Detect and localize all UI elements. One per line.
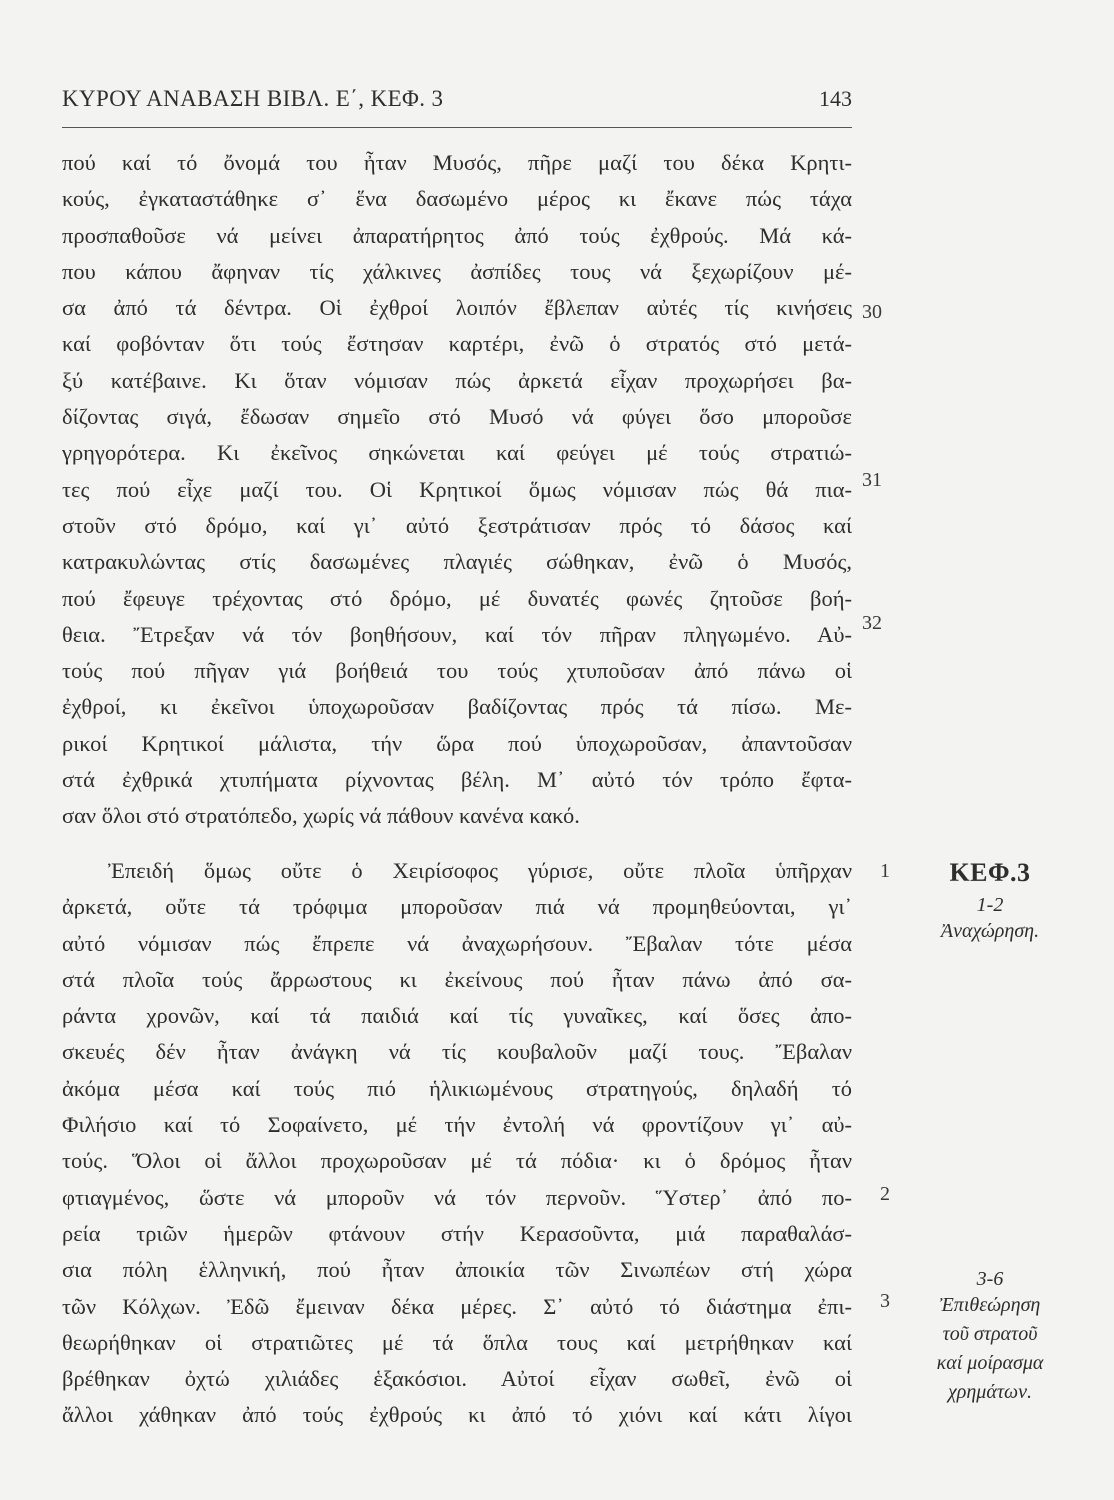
section-title-line: καί μοίρασμα [936, 1352, 1044, 1374]
text-line: στά ἐχθρικά χτυπήματα ρίχνοντας βέλη. Μ᾽ αὐτό τόν τρόπο ἔφτα- [62, 767, 852, 793]
text-line: αὐτό νόμισαν πώς ἔπρεπε νά ἀναχωρήσουν. Ἔβαλαν τότε μέσα [62, 930, 852, 956]
text-line: σκευές δέν ἦταν ἀνάγκη νά τίς κουβαλοῦν μαζί τους. Ἔβαλαν [62, 1039, 852, 1065]
line-number-30: 30 [862, 301, 882, 323]
line-number-31: 31 [862, 469, 882, 491]
text-line: πού καί τό ὄνομά του ἦταν Μυσός, πῆρε μαζί του δέκα Κρητι- [62, 150, 852, 175]
text-line: φτιαγμένος, ὥστε νά μποροῦν νά τόν περνοῦν. Ὕστερ᾽ ἀπό πο- [62, 1184, 852, 1210]
text-line: τες πού εἶχε μαζί του. Οἱ Κρητικοί ὅμως νόμισαν πώς θά πια- [62, 476, 852, 502]
section-title-line: τοῦ στρατοῦ [942, 1323, 1038, 1345]
text-line: ἀκόμα μέσα καί τούς πιό ἡλικιωμένους στρατηγούς, δηλαδή τό [62, 1075, 852, 1101]
text-line: ράντα χρονῶν, καί τά παιδιά καί τίς γυναῖκες, καί ὅσες ἀπο- [62, 1003, 852, 1029]
text-line: πού ἔφευγε τρέχοντας στό δρόμο, μέ δυνατές φωνές ζητοῦσε βοή- [62, 585, 852, 611]
text-line: κατρακυλώντας στίς δασωμένες πλαγιές σώθηκαν, ἐνῶ ὁ Μυσός, [62, 549, 852, 575]
text-line: ἀρκετά, οὔτε τά τρόφιμα μποροῦσαν πιά νά προμηθεύονται, γι᾽ [62, 894, 852, 920]
paragraph-chapter-3 [62, 853, 852, 1434]
margin-note-chapter [905, 858, 1075, 946]
section-number-1: 1 [880, 860, 890, 882]
section-title-line: Ἐπιθεώρηση [939, 1294, 1041, 1316]
page-number: 143 [819, 86, 852, 111]
text-line: ἐχθροί, κι ἐκεῖνοι ὑποχωροῦσαν βαδίζοντας πρός τά πίσω. Με- [62, 694, 852, 720]
chapter-heading: ΚΕΦ.3 [949, 858, 1031, 887]
section-number-2: 2 [880, 1183, 890, 1205]
text-line: Ἐπειδή ὅμως οὔτε ὁ Χειρίσοφος γύρισε, οὔτε πλοῖα ὑπῆρχαν [108, 858, 852, 883]
margin-note-inspection [905, 1262, 1075, 1407]
text-line: θεια. Ἔτρεξαν νά τόν βοηθήσουν, καί τόν πῆραν πληγωμένο. Αὐ- [62, 621, 852, 647]
section-number-3: 3 [880, 1290, 890, 1312]
text-line: ρεία τριῶν ἡμερῶν φτάνουν στήν Κερασοῦντα, μιά παραθαλάσ- [62, 1220, 852, 1246]
text-line: ρικοί Κρητικοί μάλιστα, τήν ὥρα πού ὑποχωροῦσαν, ἀπαντοῦσαν [62, 730, 852, 756]
text-line: σια πόλη ἑλληνική, πού ἦταν ἀποικία τῶν Σινωπέων στή χώρα [62, 1257, 852, 1283]
text-line: προσπαθοῦσε νά μείνει ἀπαρατήρητος ἀπό τούς ἐχθρούς. Μά κά- [62, 222, 852, 248]
section-range: 3-6 [976, 1268, 1004, 1290]
text-line: τούς πού πῆγαν γιά βοήθειά του τούς χτυποῦσαν ἀπό πάνω οἱ [62, 658, 852, 684]
text-line: κούς, ἐγκαταστάθηκε σ᾽ ἕνα δασωμένο μέρος κι ἔκανε πώς τάχα [62, 186, 852, 212]
text-line: καί φοβόνταν ὅτι τούς ἔστησαν καρτέρι, ἐνῶ ὁ στρατός στό μετά- [62, 331, 852, 357]
text-line: στά πλοῖα τούς ἄρρωστους κι ἐκείνους πού ἦταν πάνω ἀπό σα- [62, 966, 852, 992]
paragraph-continued [62, 145, 852, 835]
section-range: 1-2 [976, 894, 1004, 916]
text-line: σα ἀπό τά δέντρα. Οἱ ἐχθροί λοιπόν ἔβλεπαν αὐτές τίς κινήσεις [62, 295, 852, 321]
line-number-32: 32 [862, 612, 882, 634]
text-line: ξύ κατέβαινε. Κι ὅταν νόμισαν πώς ἀρκετά εἶχαν προχωρήσει βα- [62, 367, 852, 393]
text-line: που κάπου ἄφηναν τίς χάλκινες ἀσπίδες τους νά ξεχωρίζουν μέ- [62, 258, 852, 284]
text-line: τούς. Ὅλοι οἱ ἄλλοι προχωροῦσαν μέ τά πόδια· κι ὁ δρόμος ἦταν [62, 1148, 852, 1174]
text-line: στοῦν στό δρόμο, καί γι᾽ αὐτό ξεστράτισαν πρός τό δάσος καί [62, 512, 852, 538]
section-title-line: χρημάτων. [947, 1381, 1032, 1403]
text-line: τῶν Κόλχων. Ἐδῶ ἔμειναν δέκα μέρες. Σ᾽ αὐτό τό διάστημα ἐπι- [62, 1293, 852, 1319]
text-line: ἄλλοι χάθηκαν ἀπό τούς ἐχθρούς κι ἀπό τό χιόνι καί κάτι λίγοι [62, 1402, 852, 1428]
header-rule [62, 127, 852, 128]
text-line: Φιλήσιο καί τό Σοφαίνετο, μέ τήν ἐντολή νά φροντίζουν γι᾽ αὐ- [62, 1112, 852, 1138]
running-title: ΚΥΡΟΥ ΑΝΑΒΑΣΗ ΒΙΒΛ. Ε΄, ΚΕΦ. 3 [62, 86, 444, 111]
text-line: δίζοντας σιγά, ἔδωσαν σημεῖο στό Μυσό νά φύγει ὅσο μποροῦσε [62, 404, 852, 430]
text-line: βρέθηκαν ὀχτώ χιλιάδες ἑξακόσιοι. Αὐτοί εἶχαν σωθεῖ, ἐνῶ οἱ [62, 1366, 852, 1392]
text-line: σαν ὅλοι στό στρατόπεδο, χωρίς νά πάθουν κανένα κακό. [62, 803, 580, 829]
section-title: Ἀναχώρηση. [940, 920, 1040, 942]
text-line: θεωρήθηκαν οἱ στρατιῶτες μέ τά ὅπλα τους καί μετρήθηκαν καί [62, 1329, 852, 1355]
running-header [62, 86, 852, 118]
text-line: γρηγορότερα. Κι ἐκεῖνος σηκώνεται καί φεύγει μέ τούς στρατιώ- [62, 440, 852, 466]
